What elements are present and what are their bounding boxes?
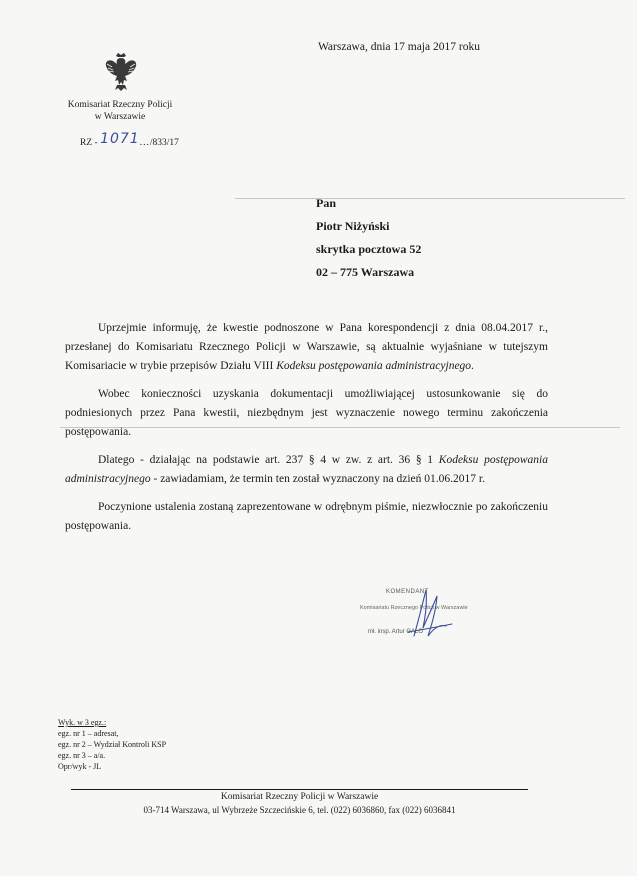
stamp-title: KOMENDANT bbox=[386, 589, 429, 595]
notes-line-3: egz. nr 3 – a/a. bbox=[58, 751, 106, 760]
reference-suffix: /833/17 bbox=[149, 138, 179, 148]
notes-line-4: Opr/wyk - JL bbox=[58, 762, 102, 771]
addressee-salutation: Pan bbox=[316, 196, 337, 210]
polish-eagle-emblem-icon bbox=[103, 52, 139, 92]
body-p3-italic: Kodeksu postępowania administracyjnego bbox=[65, 454, 548, 485]
reference-handwritten: 1071 bbox=[100, 131, 140, 147]
addressee-block bbox=[316, 192, 421, 284]
letter-body bbox=[65, 319, 548, 545]
body-p1-text-b: . bbox=[471, 360, 474, 372]
copy-distribution-notes bbox=[58, 717, 166, 772]
scan-artifact-line bbox=[235, 198, 625, 199]
body-paragraph-1 bbox=[65, 319, 548, 376]
body-paragraph-2: Wobec konieczności uzyskania dokumentacji umożliwiającej ustosunkowanie się do podniesionych przez Pana kwestii, niezbędnym jest wyznaczenie nowego terminu zakończenia postępowania. bbox=[65, 388, 548, 438]
stamp-unit: Komisariatu Rzecznego Policji w Warszawie bbox=[360, 605, 468, 611]
body-p1-italic: Kodeksu postępowania administracyjnego bbox=[276, 360, 472, 372]
addressee-name: Piotr Niżyński bbox=[316, 219, 390, 233]
date-line: Warszawa, dnia 17 maja 2017 roku bbox=[318, 41, 480, 53]
body-paragraph-3 bbox=[65, 451, 548, 489]
reference-number bbox=[80, 131, 179, 148]
notes-line-1: egz. nr 1 – adresat, bbox=[58, 729, 119, 738]
handwritten-signature-icon bbox=[396, 584, 456, 642]
footer-line-1: Komisariat Rzeczny Policji w Warszawie bbox=[220, 792, 379, 802]
body-p1-text-a: Uprzejmie informuję, że kwestie podnoszone w Pana korespondencji z dnia 08.04.2017 r., przesłanej do Komisariatu Rzecznego Policji w Warszawie, są aktualnie wyjaśniane w tutejszym Komisariacie w trybie przepisów Działu VIII bbox=[65, 322, 548, 372]
letter-footer bbox=[71, 791, 528, 817]
stamp-officer: mł. insp. Artur GAŁO bbox=[368, 629, 424, 635]
addressee-street: skrytka pocztowa 52 bbox=[316, 242, 422, 256]
addressee-city: 02 – 775 Warszawa bbox=[316, 265, 415, 279]
notes-line-2: egz. nr 2 – Wydział Kontroli KSP bbox=[58, 740, 167, 749]
institution-line-2: w Warszawie bbox=[94, 112, 146, 122]
notes-heading: Wyk. w 3 egz.: bbox=[58, 718, 107, 727]
signature-stamp bbox=[356, 584, 486, 644]
reference-prefix: RZ - bbox=[80, 138, 98, 148]
body-p3-text-b: - zawiadamiam, że termin ten został wyznaczony na dzień 01.06.2017 r. bbox=[150, 473, 485, 485]
institution-name bbox=[55, 99, 185, 123]
footer-divider bbox=[71, 789, 528, 790]
body-p3-text-a: Dlatego - działając na podstawie art. 237 § 4 w zw. z art. 36 § 1 bbox=[98, 454, 439, 466]
reference-dots: ... bbox=[139, 138, 150, 148]
footer-line-2: 03-714 Warszawa, ul Wybrzeże Szczecińskie 6, tel. (022) 6036860, fax (022) 6036841 bbox=[143, 805, 456, 815]
institution-line-1: Komisariat Rzeczny Policji bbox=[67, 100, 173, 110]
body-paragraph-4: Poczynione ustalenia zostaną zaprezentowane w odrębnym piśmie, niezwłocznie po zakończeniu postępowania. bbox=[65, 501, 548, 532]
